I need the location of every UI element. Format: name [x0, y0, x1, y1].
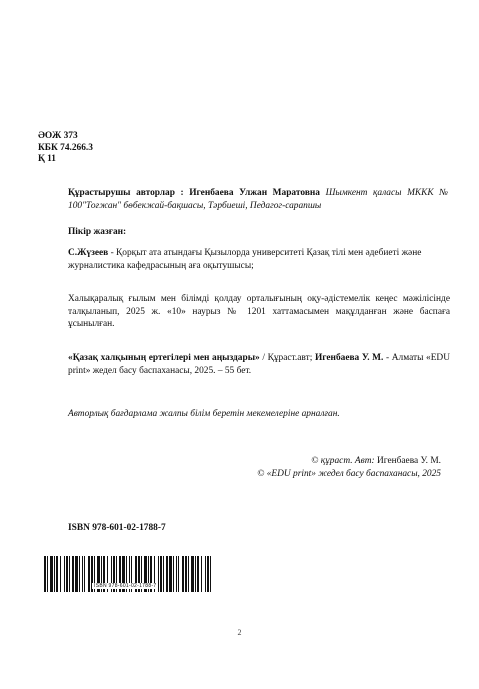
- barcode-bar: [82, 556, 83, 592]
- barcode-bar: [69, 556, 70, 592]
- author-mark: Қ 11: [38, 154, 56, 164]
- barcode-bar: [66, 556, 68, 592]
- barcode-bar: [64, 556, 65, 592]
- barcode-bar: [173, 556, 174, 592]
- bbk-code: КБК 74.266.3: [38, 142, 93, 153]
- copyright-publisher: © «EDU print» жедел басу баспаханасы, 2025: [257, 468, 441, 479]
- barcode-bar: [54, 556, 55, 592]
- citation-middle: / Құраст.авт;: [259, 353, 315, 363]
- citation-block: [68, 352, 450, 377]
- barcode-number: ISBN 978-601-02-1788-7: [94, 583, 157, 589]
- compiler-name: Игенбаева Улжан Маратовна: [189, 188, 320, 198]
- barcode-bar: [188, 556, 189, 592]
- udc-code: ӘОЖ 373: [38, 131, 78, 141]
- barcode-bar: [60, 556, 61, 592]
- barcode-bar: [191, 556, 194, 592]
- barcode-bar: [176, 556, 177, 592]
- page-number: 2: [237, 628, 242, 637]
- barcode-bar: [185, 556, 187, 592]
- barcode-bar: [160, 556, 162, 592]
- barcode-bar: [178, 556, 179, 592]
- reviewer-block: [68, 247, 450, 272]
- barcode-bar: [88, 556, 90, 592]
- classification-codes: [38, 131, 93, 166]
- barcode-bar: [205, 556, 206, 592]
- reviewer-heading: Пікір жазған:: [68, 227, 127, 237]
- barcode-bar: [207, 556, 209, 592]
- barcode-bar: [79, 556, 80, 592]
- citation-author: Игенбаева У. М.: [314, 353, 384, 363]
- barcode-bar: [166, 556, 168, 592]
- copyright-prefix: © құраст. Авт:: [311, 456, 377, 466]
- compilers-block: [68, 187, 448, 212]
- reviewer-text: - Қорқыт ата атындағы Қызылорда университеті Қазақ тілі мен әдебиеті және журналистика кафедрасының аға оқытушысы;: [68, 248, 422, 271]
- reviewer-name: С.Жүзеев: [68, 248, 109, 258]
- barcode-bar: [56, 556, 58, 592]
- barcode-bar: [169, 556, 172, 592]
- barcode-bar: [210, 556, 211, 592]
- barcode-bar: [201, 556, 202, 592]
- barcode-bar: [44, 556, 46, 592]
- barcode-bar: [50, 556, 53, 592]
- book-title: «Қазақ халқының ертегілері мен аңыздары»: [68, 353, 260, 363]
- dedication-text: Авторлық бағдарлама жалпы білім беретін мекемелеріне арналған.: [68, 409, 340, 419]
- barcode-bar: [47, 556, 48, 592]
- barcode-bar: [72, 556, 74, 592]
- compilers-label: Құрастырушы авторлар :: [68, 188, 184, 198]
- copyright-block: [257, 455, 441, 480]
- barcode-bar: [195, 556, 196, 592]
- citation-tail: - Алматы «EDU print» жедел басу баспаханасы, 2025. – 55 бет.: [68, 353, 450, 376]
- compiler-affiliation: Шымкент қаласы МККК № 100"Тоғжан" бөбекжай-бақшасы, Тәрбиеші, Педагог-сарапшы: [68, 188, 449, 211]
- approval-text: Халықаралық ғылым мен білімді қолдау орталығының оқу-әдістемелік кеңес мәжілісінде талқыланып, 2025 ж. «10» наурыз № 1201 хаттамасымен мақұлданған және баспаға ұсынылған.: [68, 294, 450, 329]
- barcode-bar: [84, 556, 85, 592]
- isbn: ISBN 978-601-02-1788-7: [68, 523, 166, 533]
- barcode-bar: [75, 556, 78, 592]
- barcode-bar: [197, 556, 199, 592]
- copyright-authors: [257, 455, 441, 468]
- copyright-author-name: Игенбаева У. М.: [376, 456, 441, 466]
- barcode-bar: [182, 556, 184, 592]
- barcode-bar: [163, 556, 164, 592]
